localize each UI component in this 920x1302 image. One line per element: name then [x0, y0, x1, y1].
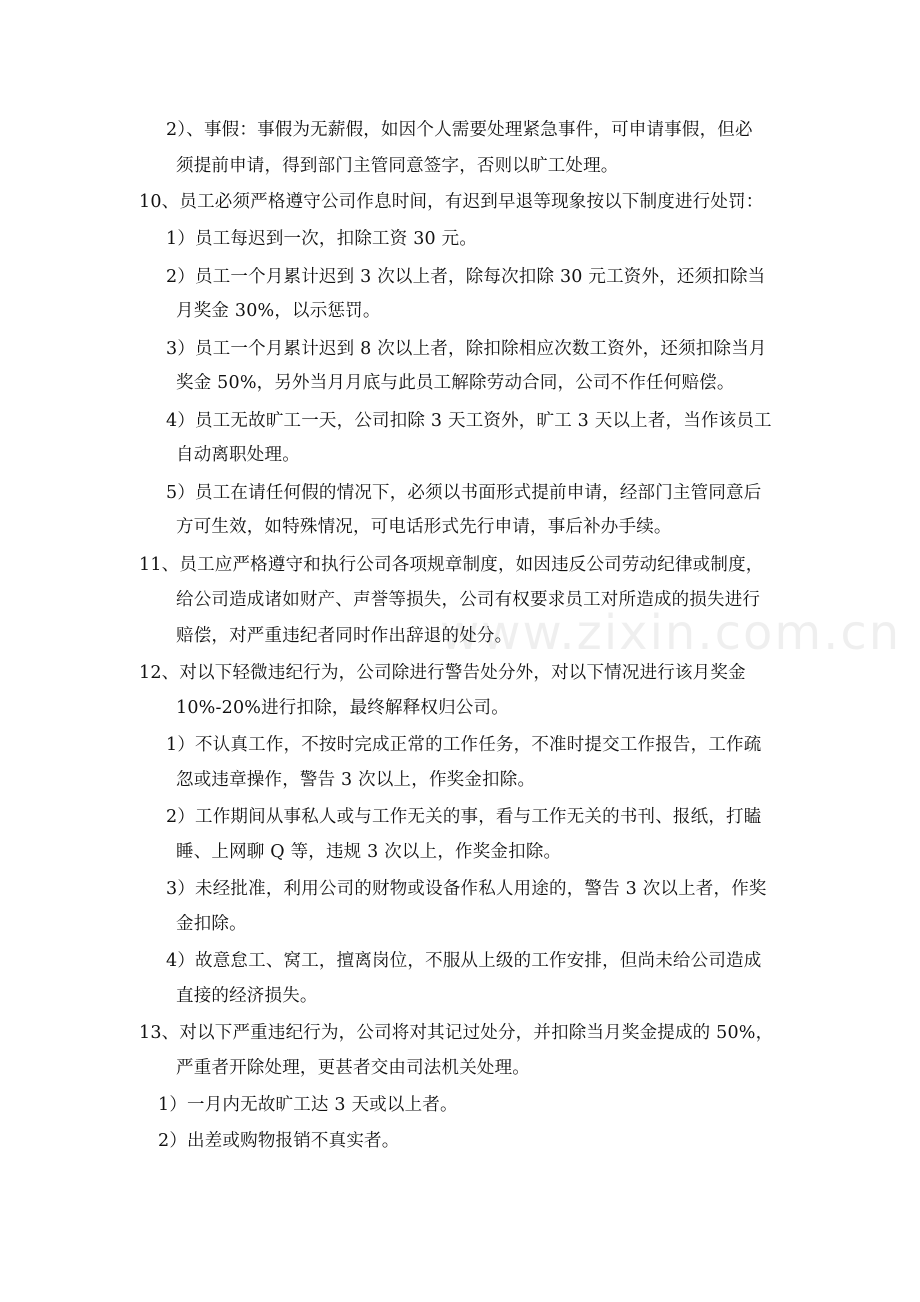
text-line: 赔偿，对严重违纪者同时作出辞退的处分。	[176, 626, 513, 646]
text-line: 2）员工一个月累计迟到 3 次以上者，除每次扣除 30 元工资外，还须扣除当	[166, 267, 766, 287]
text-line: 直接的经济损失。	[176, 986, 318, 1006]
text-line: 4）故意怠工、窝工，擅离岗位，不服从上级的工作安排，但尚未给公司造成	[166, 951, 762, 971]
text-line: 3）未经批准，利用公司的财物或设备作私人用途的，警告 3 次以上者，作奖	[166, 879, 767, 899]
text-line: 1）一月内无故旷工达 3 天或以上者。	[158, 1095, 458, 1115]
text-line: 忽或违章操作，警告 3 次以上，作奖金扣除。	[176, 770, 536, 790]
text-line: 2）工作期间从事私人或与工作无关的事，看与工作无关的书刊、报纸，打瞌	[166, 807, 762, 827]
text-line: 10%-20%进行扣除，最终解释权归公司。	[176, 698, 509, 718]
text-line: 12、对以下轻微违纪行为，公司除进行警告处分外，对以下情况进行该月奖金	[139, 663, 746, 683]
text-line: 严重者开除处理，更甚者交由司法机关处理。	[176, 1058, 530, 1078]
text-line: 须提前申请，得到部门主管同意签字，否则以旷工处理。	[176, 156, 619, 176]
text-line: 睡、上网聊 Q 等，违规 3 次以上，作奖金扣除。	[176, 842, 562, 862]
text-line: 月奖金 30%，以示惩罚。	[176, 301, 381, 321]
text-line: 奖金 50%，另外当月月底与此员工解除劳动合同，公司不作任何赔偿。	[176, 373, 735, 393]
text-line: 方可生效，如特殊情况，可电话形式先行申请，事后补办手续。	[176, 517, 672, 537]
text-line: 2）出差或购物报销不真实者。	[158, 1131, 400, 1151]
text-line: 自动离职处理。	[176, 445, 300, 465]
text-line: 10、员工必须严格遵守公司作息时间，有迟到早退等现象按以下制度进行处罚：	[139, 192, 764, 212]
text-line: 给公司造成诸如财产、声誉等损失，公司有权要求员工对所造成的损失进行	[176, 590, 761, 610]
text-line: 4）员工无故旷工一天，公司扣除 3 天工资外，旷工 3 天以上者，当作该员工	[166, 411, 772, 431]
text-line: 2）、事假：事假为无薪假，如因个人需要处理紧急事件，可申请事假，但必	[166, 120, 753, 140]
text-line: 5）员工在请任何假的情况下，必须以书面形式提前申请，经部门主管同意后	[166, 483, 762, 503]
text-line: 11、员工应严格遵守和执行公司各项规章制度，如因违反公司劳动纪律或制度，	[139, 555, 764, 575]
text-line: 1）不认真工作，不按时完成正常的工作任务，不准时提交工作报告，工作疏	[166, 735, 762, 755]
text-line: 3）员工一个月累计迟到 8 次以上者，除扣除相应次数工资外，还须扣除当月	[166, 339, 767, 359]
text-line: 13、对以下严重违纪行为，公司将对其记过处分，并扣除当月奖金提成的 50%，	[139, 1023, 774, 1043]
text-line: 1）员工每迟到一次，扣除工资 30 元。	[166, 229, 478, 249]
text-line: 金扣除。	[176, 914, 247, 934]
watermark: www.zixin.com.cn	[440, 605, 902, 661]
